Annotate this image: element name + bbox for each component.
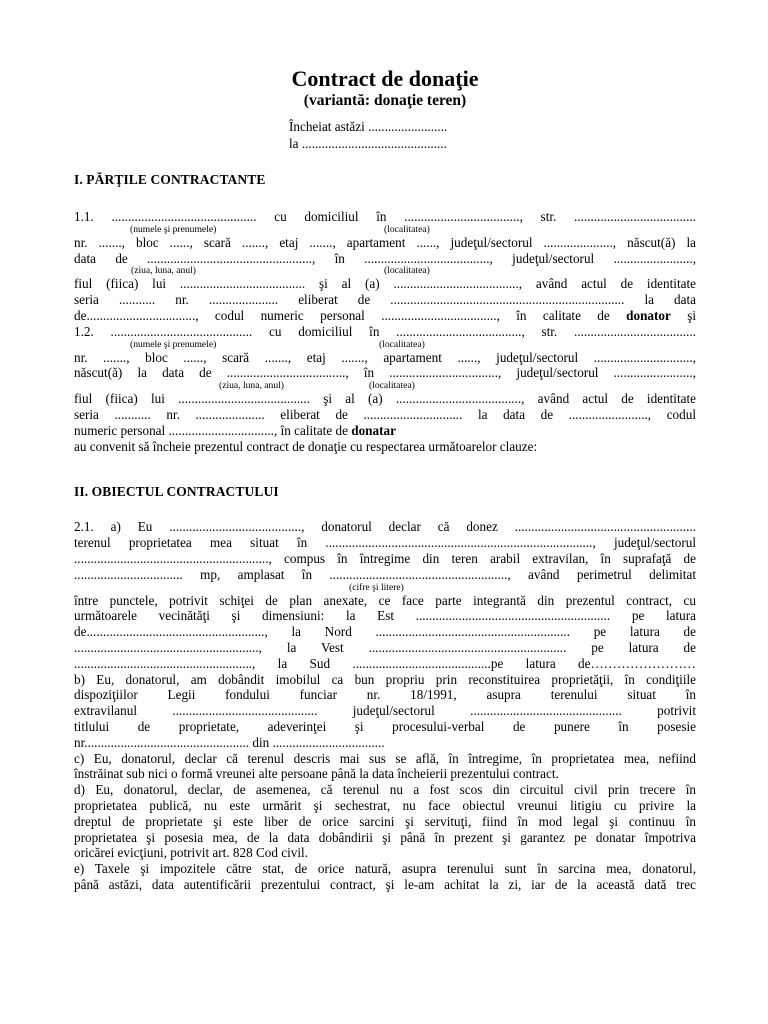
body-line: titlului de proprietate, adeverinţei şi procesului-verbal de punere în posesie [74, 718, 696, 734]
document-title: Contract de donaţie [291, 66, 479, 91]
body-line: data de .................................................., în ......................................, judeţul/sectorul ........................, [74, 250, 696, 266]
field-caption-row [74, 340, 696, 350]
field-caption: (numele şi prenumele) [130, 338, 217, 350]
body-line: proprietatea publică, nu este urmărit şi sechestrat, nu face obiectul vreunui litigiu cu privire la [74, 797, 696, 813]
body-line [74, 423, 696, 439]
section-2-heading: II. OBIECTUL CONTRACTULUI [74, 484, 279, 500]
field-caption: (ziua, luna, anul) [219, 380, 284, 392]
body-line: ..........................................................., compus în întregime din teren arabil extravilan, în suprafaţă de [74, 550, 696, 566]
field-caption-row [74, 381, 696, 391]
field-caption: (localitatea) [369, 380, 415, 392]
body-line: dispoziţiilor Legii fondului funciar nr. 18/1991, asupra terenului situat în [74, 687, 696, 703]
body-line: de......................................................, la Nord ........................................................... pe latura de [74, 624, 696, 640]
document-page [74, 66, 696, 893]
body-line: c) Eu, donatorul, declar că terenul descris mai sus se află, în întregime, în proprietatea mea, nefiind [74, 750, 696, 766]
body-line: nr.................................................. din .................................. [74, 734, 385, 750]
body-line: au convenit să încheie prezentul contract de donaţie cu respectarea următoarelor clauze: [74, 438, 538, 454]
field-caption: (cifre şi litere) [349, 581, 404, 593]
body-line: d) Eu, donatorul, declar, de asemenea, că terenul nu a fost scos din circuitul civil prin trecere în [74, 782, 696, 798]
body-line: 2.1. a) Eu ........................................, donatorul declar că donez ....................................................... [74, 519, 696, 535]
field-caption-row [74, 266, 696, 276]
body-text: de................................., codul numeric personal ..................................., în calitate de [74, 307, 627, 323]
body-line [74, 308, 696, 324]
body-line: seria ........... nr. ..................... eliberat de .............................. la data de ........................, codul [74, 406, 696, 422]
concluded-date-line: Încheiat astăzi ........................ [289, 119, 448, 134]
field-caption: (numele şi prenumele) [130, 223, 217, 235]
field-caption: (localitatea) [379, 338, 425, 350]
donee-role: donatar [351, 422, 396, 438]
field-caption: (localitatea) [384, 265, 430, 277]
donor-role: donator [626, 307, 671, 323]
field-caption-row [74, 225, 696, 235]
section-1-body [74, 209, 696, 454]
body-line: 1.2. ........................................... cu domiciliul în ......................................, str. ..................................... [74, 323, 696, 339]
body-line: dreptul de proprietate şi este liber de orice sarcini şi servituţi, fiind în mod legal şi continuu în [74, 813, 696, 829]
body-line: oricărei evicţiuni, potrivit art. 828 Cod civil. [74, 845, 309, 861]
field-caption: (ziua, luna, anul) [131, 265, 196, 277]
body-line: între punctele, potrivit schiţei de plan anexate, ce face parte integrantă din prezentul contract, cu [74, 592, 696, 608]
body-line: până astăzi, data autentificării prezentului contract, şi le-am achitat la zi, iar de la această dată trec [74, 876, 696, 892]
section-2-body [74, 519, 696, 892]
body-line: ........................................................, la Vest ............................................................ pe latura de [74, 639, 696, 655]
body-line: nr. ......., bloc ......, scară ......., etaj ......., apartament ......, judeţul/sectorul .............................., [74, 349, 696, 365]
body-line: fiul (fiica) lui ........................................ şi al (a) ......................................, având actul de identitate [74, 391, 696, 407]
body-line: b) Eu, donatorul, am dobândit imobilul ca bun propriu prin reconstituirea proprietăţii, în condiţiile [74, 671, 696, 687]
body-line: proprietatea şi posesia mea, de la data dobândirii şi până în prezent şi garantez pe donatar împotriva [74, 829, 696, 845]
body-line: ......................................................, la Sud ..........................................pe latura de…………………… [74, 655, 696, 671]
body-line: nr. ......., bloc ......, scară ......., etaj ......., apartament ......, judeţul/sectorul ....................., născut(ă) la [74, 234, 696, 250]
body-line: născut(ă) la data de ...................................., în ................................., judeţul/sectorul ........................, [74, 365, 696, 381]
field-caption-row [74, 583, 696, 593]
body-line: următoarele vecinătăţi şi dimensiuni: la Est ........................................................... pe latura [74, 608, 696, 624]
section-1-heading: I. PĂRŢILE CONTRACTANTE [74, 172, 266, 187]
concluded-place-line: la ............................................ [289, 135, 447, 151]
body-line: seria ........... nr. ..................... eliberat de ....................................................................... la data [74, 292, 696, 308]
body-line: extravilanul ............................................ judeţul/sectorul .............................................. potrivit [74, 703, 696, 719]
body-line: fiul (fiica) lui ...................................... şi al (a) ......................................, având actul de identitate [74, 276, 696, 292]
body-line: ................................. mp, amplasat în ......................................................, având perimetrul delimitat [74, 566, 696, 582]
field-caption: (localitatea) [384, 223, 430, 235]
document-subtitle: (variantă: donaţie teren) [303, 92, 467, 109]
body-line: înstrăinat sub nici o formă vreunei alte persoane până la data încheierii prezentului contract. [74, 766, 559, 782]
body-text: şi [670, 307, 696, 323]
body-line: terenul proprietatea mea situat în ................................................................................., judeţul/sectorul [74, 535, 696, 551]
body-line: e) Taxele şi impozitele către stat, de orice natură, asupra terenului sunt în sarcina mea, donatorul, [74, 861, 696, 877]
body-line: 1.1. ............................................ cu domiciliul în ..................................., str. ..................................... [74, 209, 696, 224]
body-text: numeric personal ................................, în calitate de [74, 422, 352, 438]
